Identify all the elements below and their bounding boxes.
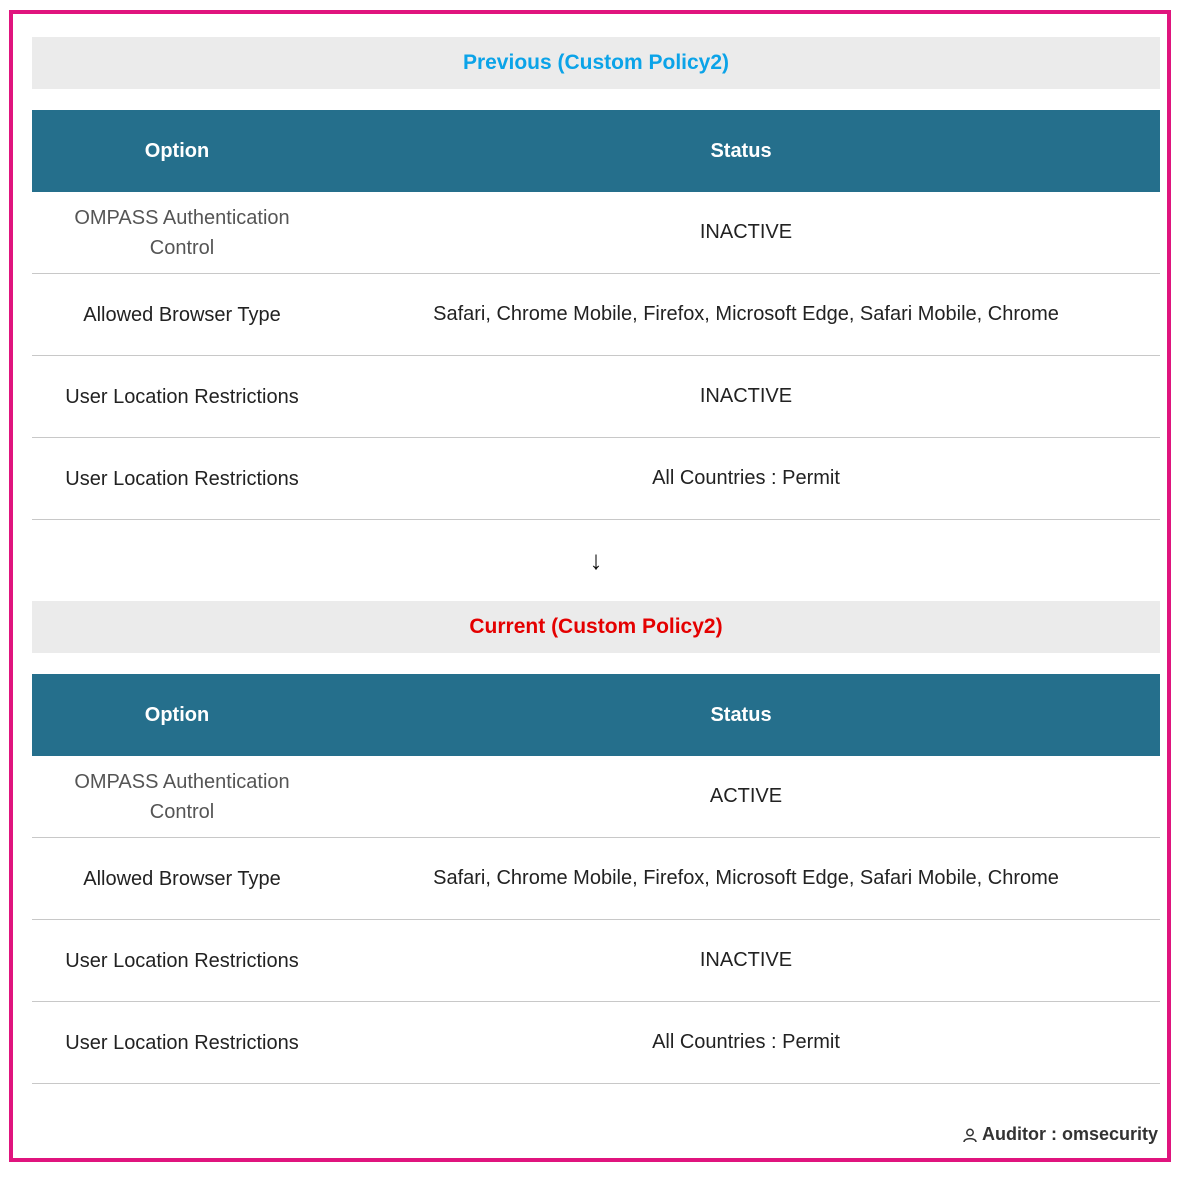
current-policy-title: Current (Custom Policy2): [32, 601, 1160, 653]
option-cell: Allowed Browser Type: [83, 867, 281, 890]
user-icon: [962, 1127, 978, 1143]
previous-policy-table: [32, 110, 1160, 520]
status-cell: ACTIVE: [709, 785, 783, 807]
table-row: [32, 838, 1160, 920]
auditor-text: Auditor : omsecurity: [981, 1124, 1158, 1144]
table-row: [32, 274, 1160, 356]
option-cell: User Location Restrictions: [65, 1031, 299, 1054]
auditor-label: [962, 1124, 1158, 1145]
table-row: [32, 1002, 1160, 1084]
table-row: [32, 192, 1160, 274]
previous-policy-title: Previous (Custom Policy2): [32, 37, 1160, 89]
status-cell: Safari, Chrome Mobile, Firefox, Microsoft Edge, Safari Mobile, Chrome: [433, 303, 1059, 325]
status-cell: INACTIVE: [699, 949, 793, 971]
status-cell: INACTIVE: [699, 385, 793, 407]
option-cell: User Location Restrictions: [65, 467, 299, 490]
option-cell: Allowed Browser Type: [83, 303, 281, 326]
option-cell: User Location Restrictions: [65, 385, 299, 408]
column-header-option: Option: [144, 703, 210, 726]
table-row: [32, 438, 1160, 520]
table-row: [32, 920, 1160, 1002]
status-cell: INACTIVE: [699, 221, 793, 243]
status-cell: All Countries : Permit: [652, 467, 840, 489]
table-row: [32, 356, 1160, 438]
column-header-status: Status: [710, 139, 772, 162]
status-cell: Safari, Chrome Mobile, Firefox, Microsoft Edge, Safari Mobile, Chrome: [433, 867, 1059, 889]
table-header: [32, 110, 1160, 192]
current-policy-table: [32, 674, 1160, 1084]
option-cell: OMPASS Authentication Control: [74, 770, 290, 823]
table-header: [32, 674, 1160, 756]
column-header-status: Status: [710, 703, 772, 726]
table-row: [32, 756, 1160, 838]
option-cell: OMPASS Authentication Control: [74, 206, 290, 259]
status-cell: All Countries : Permit: [652, 1031, 840, 1053]
option-cell: User Location Restrictions: [65, 949, 299, 972]
down-arrow-icon: ↓: [589, 545, 603, 575]
column-header-option: Option: [144, 139, 210, 162]
